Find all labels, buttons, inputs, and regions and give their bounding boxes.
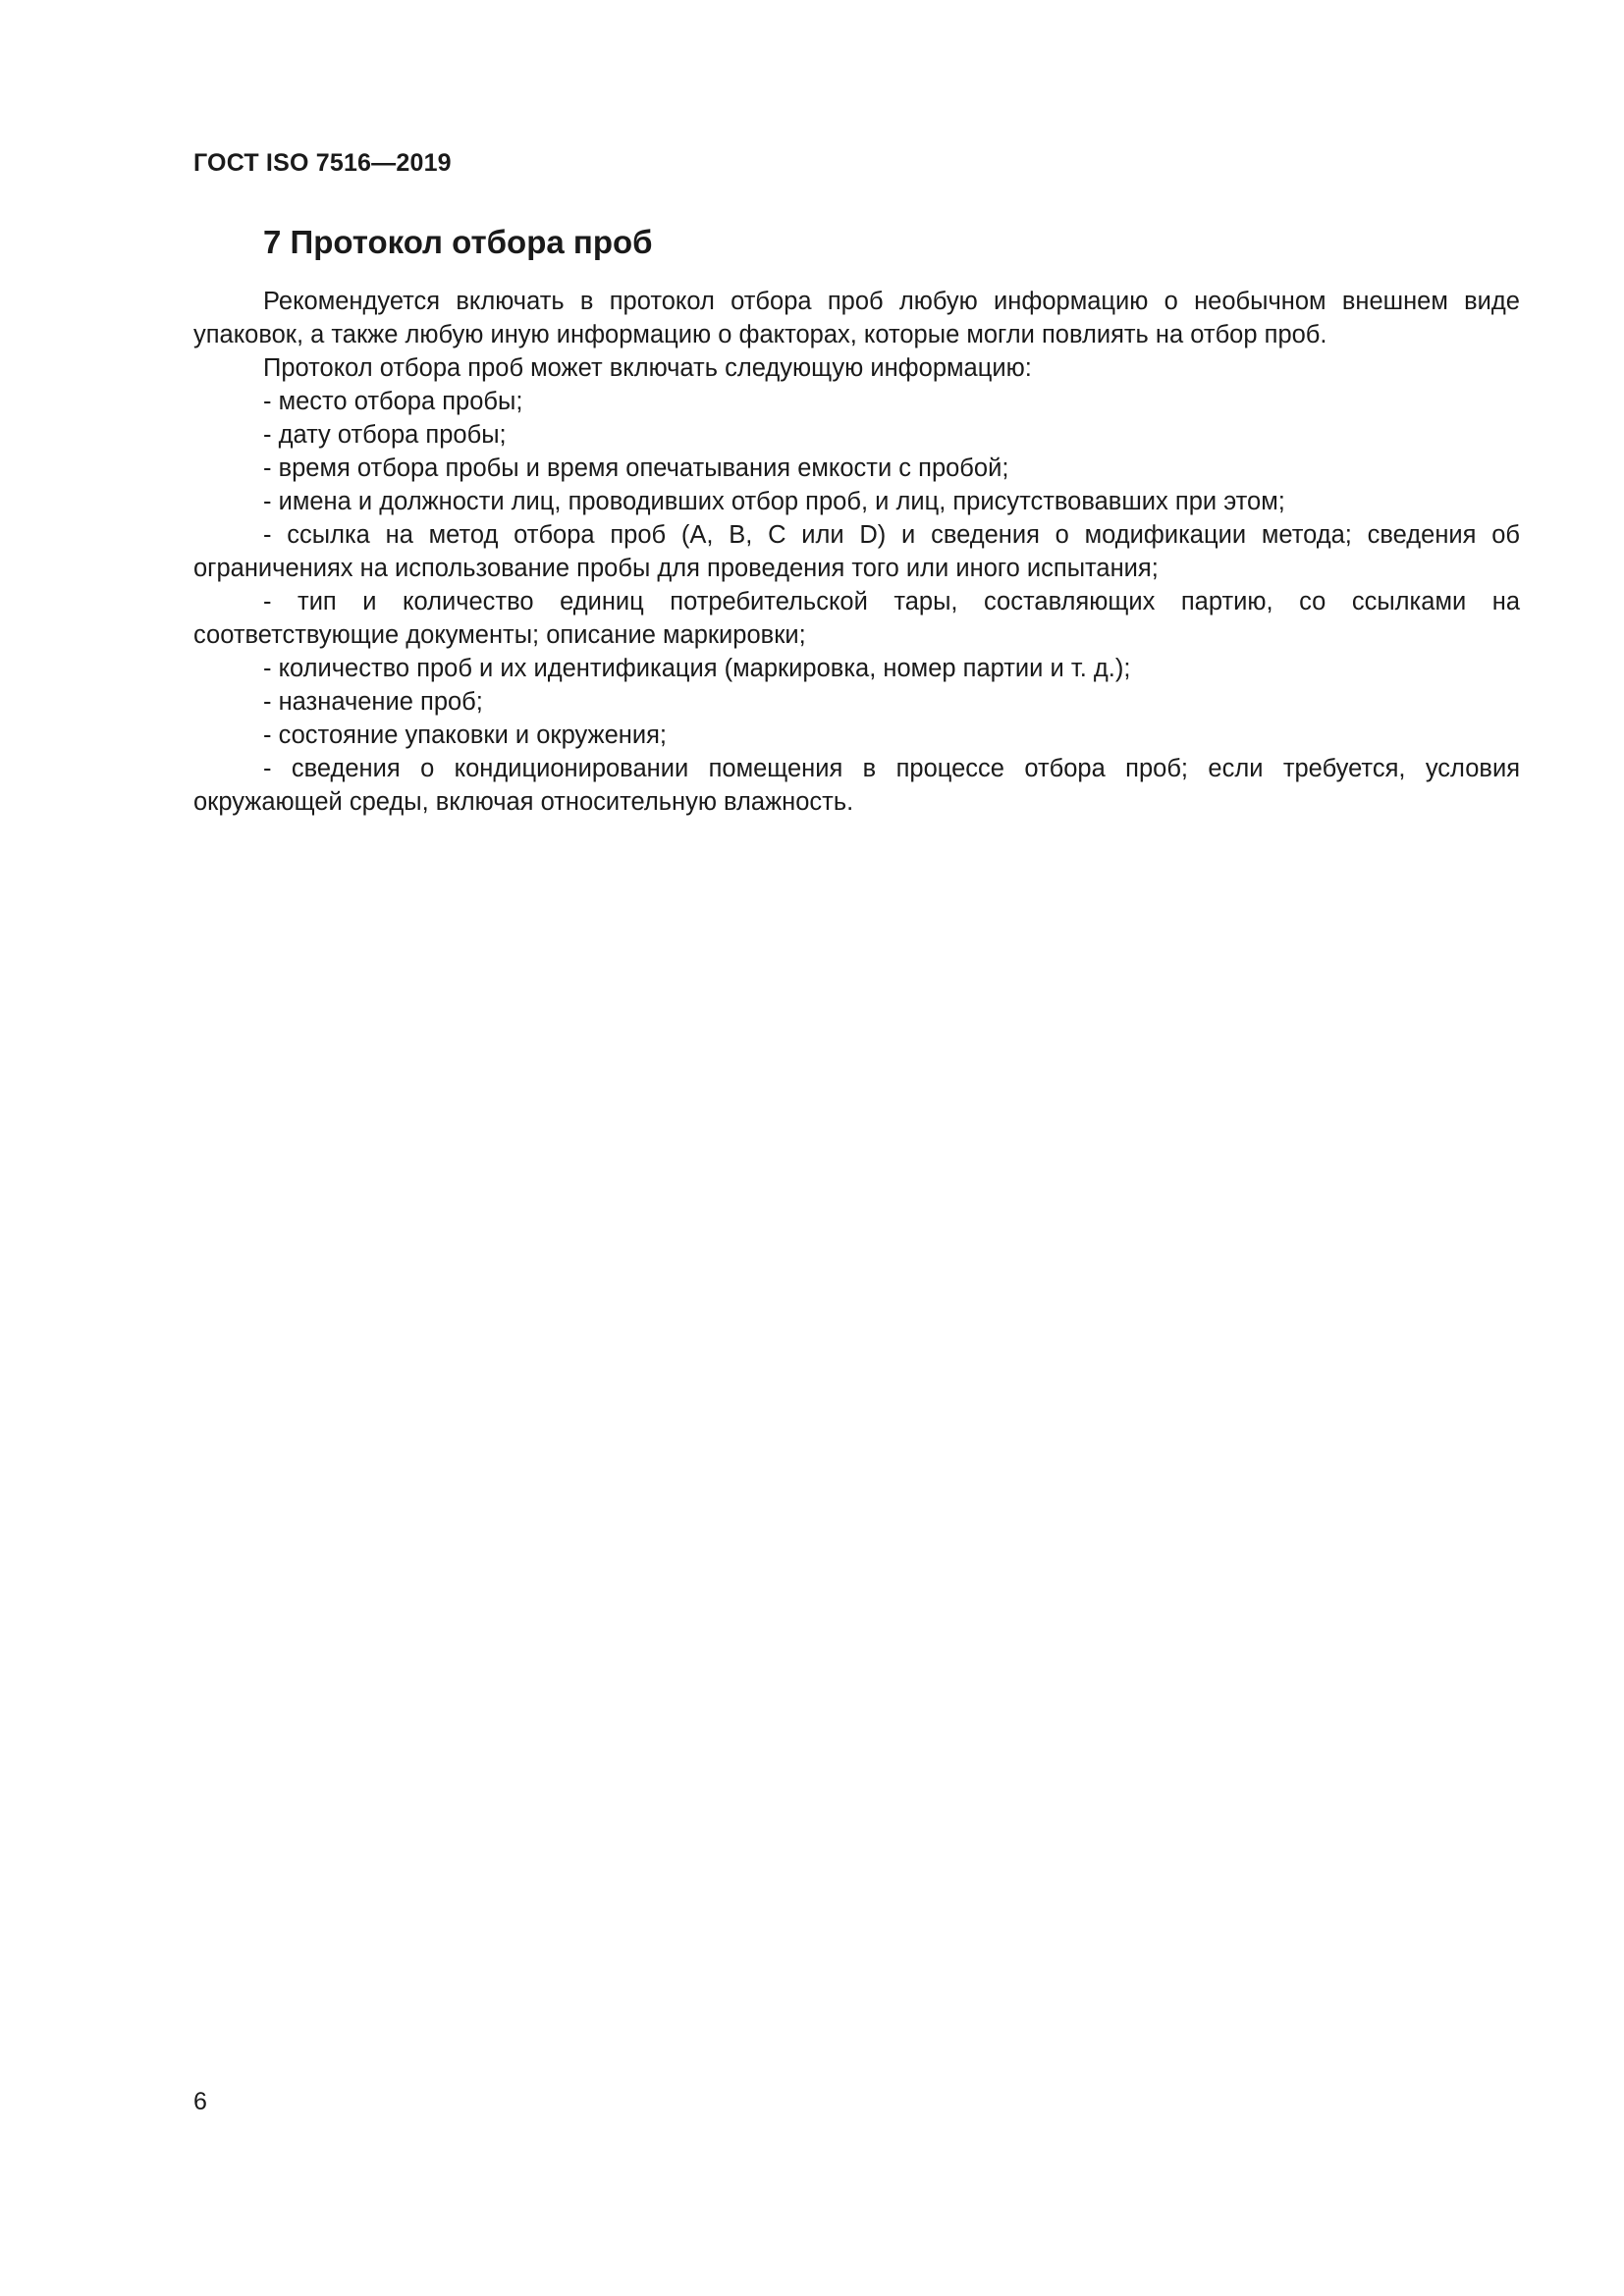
list-item: - назначение проб; (263, 688, 483, 716)
section-body (193, 285, 1520, 819)
list-item: - состояние упаковки и окружения; (263, 721, 667, 749)
page-number: 6 (193, 2088, 207, 2115)
list-item: - дату отбора пробы; (263, 421, 507, 449)
list-item: - количество проб и их идентификация (маркировка, номер партии и т. д.); (263, 655, 1131, 682)
document-code: ГОСТ ISO 7516—2019 (193, 149, 452, 177)
list-item: - время отбора пробы и время опечатывания емкости с пробой; (263, 454, 1009, 482)
list-item: - тип и количество единиц потребительской тары, составляющих партию, со ссылками на соответствующие документы; описание маркировки; (193, 588, 1520, 649)
section-title: 7 Протокол отбора проб (263, 224, 653, 260)
list-item: - место отбора пробы; (263, 388, 523, 415)
list-item: - имена и должности лиц, проводивших отбор проб, и лиц, присутствовавших при этом; (263, 488, 1285, 515)
list-item: - сведения о кондиционировании помещения в процессе отбора проб; если требуется, условия окружающей среды, включая относительную влажность. (193, 755, 1520, 816)
info-list (193, 385, 1520, 819)
paragraph: Протокол отбора проб может включать следующую информацию: (263, 354, 1032, 382)
list-item: - ссылка на метод отбора проб (A, B, C или D) и сведения о модификации метода; сведения об ограничениях на использование пробы для проведения того или иного испытания; (193, 521, 1520, 582)
paragraph: Рекомендуется включать в протокол отбора проб любую информацию о необычном внешнем виде упаковок, а также любую иную информацию о факторах, которые могли повлиять на отбор проб. (193, 288, 1520, 348)
